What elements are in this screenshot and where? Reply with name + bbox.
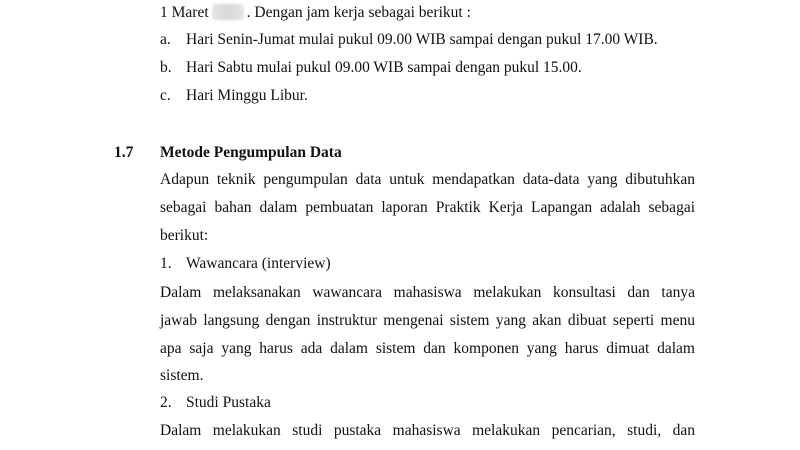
item2-marker: 2. [160,394,172,411]
paragraph2-line-2: jawab langsung dengan instruktur mengenai sistem yang akan dibuat seperti menu [160,312,695,329]
hours-item-b: Hari Sabtu mulai pukul 09.00 WIB sampai dengan pukul 15.00. [186,59,582,76]
item1-text: Wawancara (interview) [186,255,331,272]
section-title: Metode Pengumpulan Data [160,144,342,161]
item1-marker: 1. [160,255,172,272]
paragraph3-line-1: Dalam melakukan studi pustaka mahasiswa melakukan pencarian, studi, dan [160,422,695,439]
hours-marker-c: c. [160,87,171,104]
redacted-year [212,4,244,20]
intro-text-before: 1 Maret [160,4,209,21]
intro-text-after: . Dengan jam kerja sebagai berikut : [246,4,471,21]
paragraph1-line-3: berikut: [160,227,209,244]
paragraph2-line-1: Dalam melaksanakan wawancara mahasiswa melakukan konsultasi dan tanya [160,284,695,301]
paragraph1-line-2: sebagai bahan dalam pembuatan laporan Praktik Kerja Lapangan adalah sebagai [160,199,695,216]
hours-item-c: Hari Minggu Libur. [186,87,308,104]
paragraph2-line-4: sistem. [160,367,204,384]
item2-text: Studi Pustaka [186,394,271,411]
paragraph2-line-3: apa saja yang harus ada dalam sistem dan komponen yang harus dimuat dalam [160,340,695,357]
hours-marker-a: a. [160,31,171,48]
intro-line [160,3,471,23]
hours-item-a: Hari Senin-Jumat mulai pukul 09.00 WIB sampai dengan pukul 17.00 WIB. [186,31,658,48]
section-number: 1.7 [114,144,134,161]
paragraph1-line-1: Adapun teknik pengumpulan data untuk mendapatkan data-data yang dibutuhkan [160,171,695,188]
hours-marker-b: b. [160,59,172,76]
